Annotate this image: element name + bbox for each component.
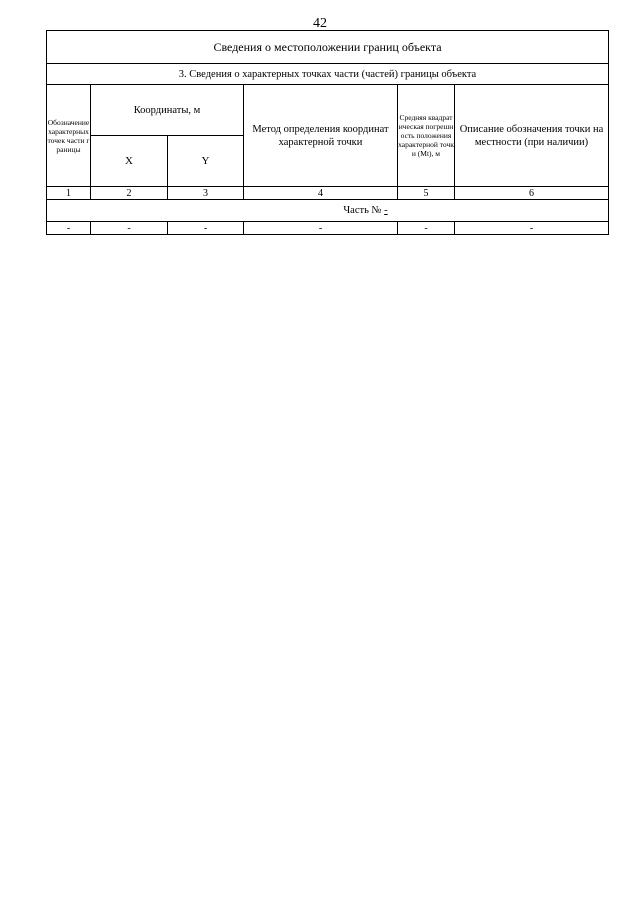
table-cell: - [455, 222, 609, 235]
header-x: X [91, 136, 168, 187]
table-cell: - [47, 222, 91, 235]
header-point-designation: Обозначение характерных точек части границы [47, 85, 91, 187]
header-y: Y [168, 136, 244, 187]
points-table [46, 30, 609, 235]
column-number: 2 [91, 187, 168, 200]
table-cell: - [91, 222, 168, 235]
table-row [47, 222, 609, 235]
column-number: 3 [168, 187, 244, 200]
header-accuracy: Средняя квадратическая погрешность положения характерной точки (Mt), м [398, 85, 455, 187]
column-number: 1 [47, 187, 91, 200]
table-cell: - [398, 222, 455, 235]
table-cell: - [244, 222, 398, 235]
page-number: 42 [313, 16, 327, 31]
section-title: 3. Сведения о характерных точках части (частей) границы объекта [47, 64, 609, 85]
part-number: - [384, 205, 388, 216]
table-cell: - [168, 222, 244, 235]
header-coordinates: Координаты, м [91, 85, 244, 136]
header-method: Метод определения координат характерной точки [244, 85, 398, 187]
block-title: Сведения о местоположении границ объекта [47, 31, 609, 64]
column-number: 6 [455, 187, 609, 200]
part-row [47, 200, 609, 222]
header-description: Описание обозначения точки на местности (при наличии) [455, 85, 609, 187]
column-number: 4 [244, 187, 398, 200]
column-number: 5 [398, 187, 455, 200]
part-label: Часть № [343, 205, 382, 216]
